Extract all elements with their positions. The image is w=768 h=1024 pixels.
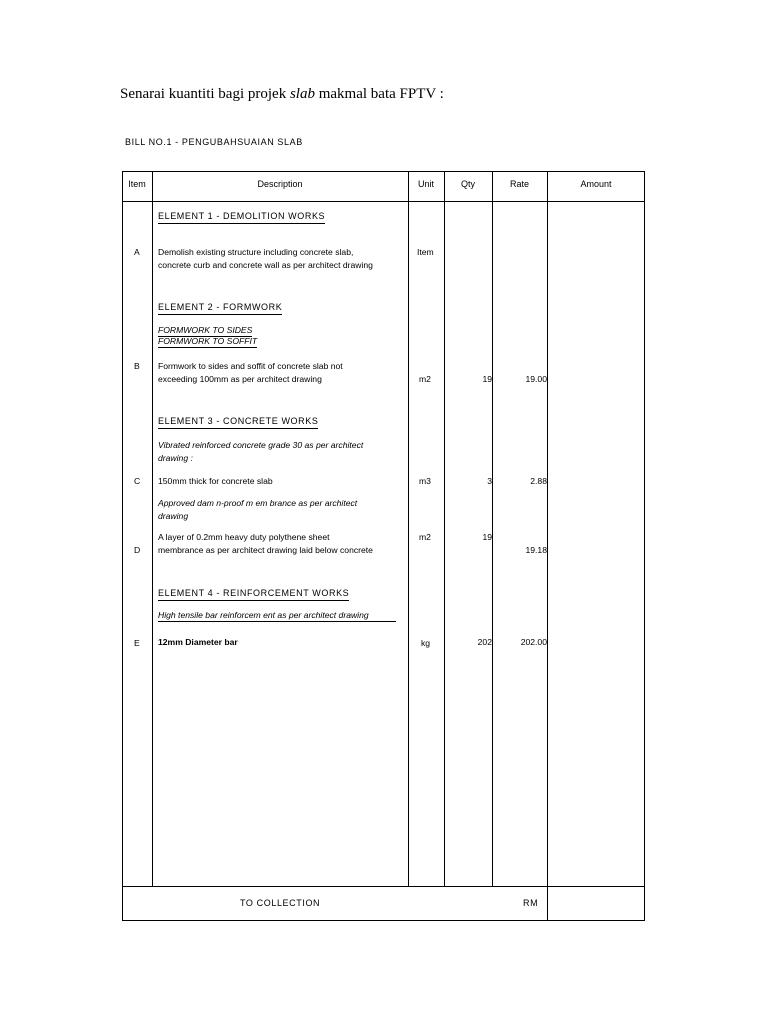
currency-label: RM xyxy=(523,898,539,908)
element-3-title: ELEMENT 3 - CONCRETE WORKS xyxy=(158,415,318,429)
dpm-spec: Approved dam n-proof m em brance as per architect drawing xyxy=(158,498,358,521)
item-b-description: Formwork to sides and soffit of concrete slab not exceeding 100mm as per architect drawing xyxy=(158,361,343,384)
col-divider xyxy=(152,171,153,887)
item-c-code: C xyxy=(134,476,141,486)
bill-title: BILL NO.1 - PENGUBAHSUAIAN SLAB xyxy=(125,137,303,147)
intro-heading: Senarai kuantiti bagi projek slab makmal bata FPTV : xyxy=(120,86,444,102)
intro-italic: slab xyxy=(289,86,315,102)
item-c-rate: 2.88 xyxy=(530,476,547,486)
item-e-code: E xyxy=(134,638,140,648)
item-d-qty: 19 xyxy=(482,532,492,542)
item-b-qty: 19 xyxy=(482,374,492,384)
item-b-unit: m2 xyxy=(419,374,431,384)
element-2-title: ELEMENT 2 - FORMWORK xyxy=(158,301,282,315)
footer-divider xyxy=(122,886,645,887)
header-description: Description xyxy=(257,179,303,189)
header-rate: Rate xyxy=(509,179,529,189)
item-b-code: B xyxy=(134,361,140,371)
col-divider xyxy=(547,171,548,921)
item-a-code: A xyxy=(134,247,140,257)
item-e-qty: 202 xyxy=(477,637,492,647)
col-divider xyxy=(408,171,409,887)
item-c-qty: 3 xyxy=(487,476,492,486)
item-b-rate: 19.00 xyxy=(525,374,547,384)
item-a-description: Demolish existing structure including concrete slab, concrete curb and concrete wall as per architect drawing xyxy=(158,247,373,270)
item-d-unit: m2 xyxy=(419,532,431,542)
concrete-spec: Vibrated reinforced concrete grade 30 as per architect drawing : xyxy=(158,440,364,463)
header-item: Item xyxy=(128,179,146,189)
item-a-unit: Item xyxy=(417,247,434,257)
header-unit: Unit xyxy=(417,179,434,189)
to-collection-label: TO COLLECTION xyxy=(240,898,321,908)
header-amount: Amount xyxy=(580,179,612,189)
item-d-description: A layer of 0.2mm heavy duty polythene sheet membrance as per architect drawing laid below concrete xyxy=(158,532,373,555)
col-divider xyxy=(444,171,445,887)
formwork-soffit-heading: FORMWORK TO SOFFIT xyxy=(158,336,258,346)
header-qty: Qty xyxy=(460,179,475,189)
item-d-rate: 19.18 xyxy=(525,545,547,555)
reinforcement-spec: High tensile bar reinforcem ent as per architect drawing xyxy=(158,609,396,622)
item-c-description: 150mm thick for concrete slab xyxy=(158,476,273,486)
header-divider xyxy=(122,201,645,202)
col-divider xyxy=(492,171,493,887)
item-e-unit: kg xyxy=(421,638,431,648)
item-d-code: D xyxy=(134,545,141,555)
element-4-title: ELEMENT 4 - REINFORCEMENT WORKS xyxy=(158,587,349,601)
element-1-title: ELEMENT 1 - DEMOLITION WORKS xyxy=(158,210,325,224)
formwork-sides-heading: FORMWORK TO SIDES xyxy=(158,325,253,335)
item-e-description: 12mm Diameter bar xyxy=(158,637,238,647)
item-c-unit: m3 xyxy=(419,476,431,486)
item-e-rate: 202.00 xyxy=(520,637,547,647)
